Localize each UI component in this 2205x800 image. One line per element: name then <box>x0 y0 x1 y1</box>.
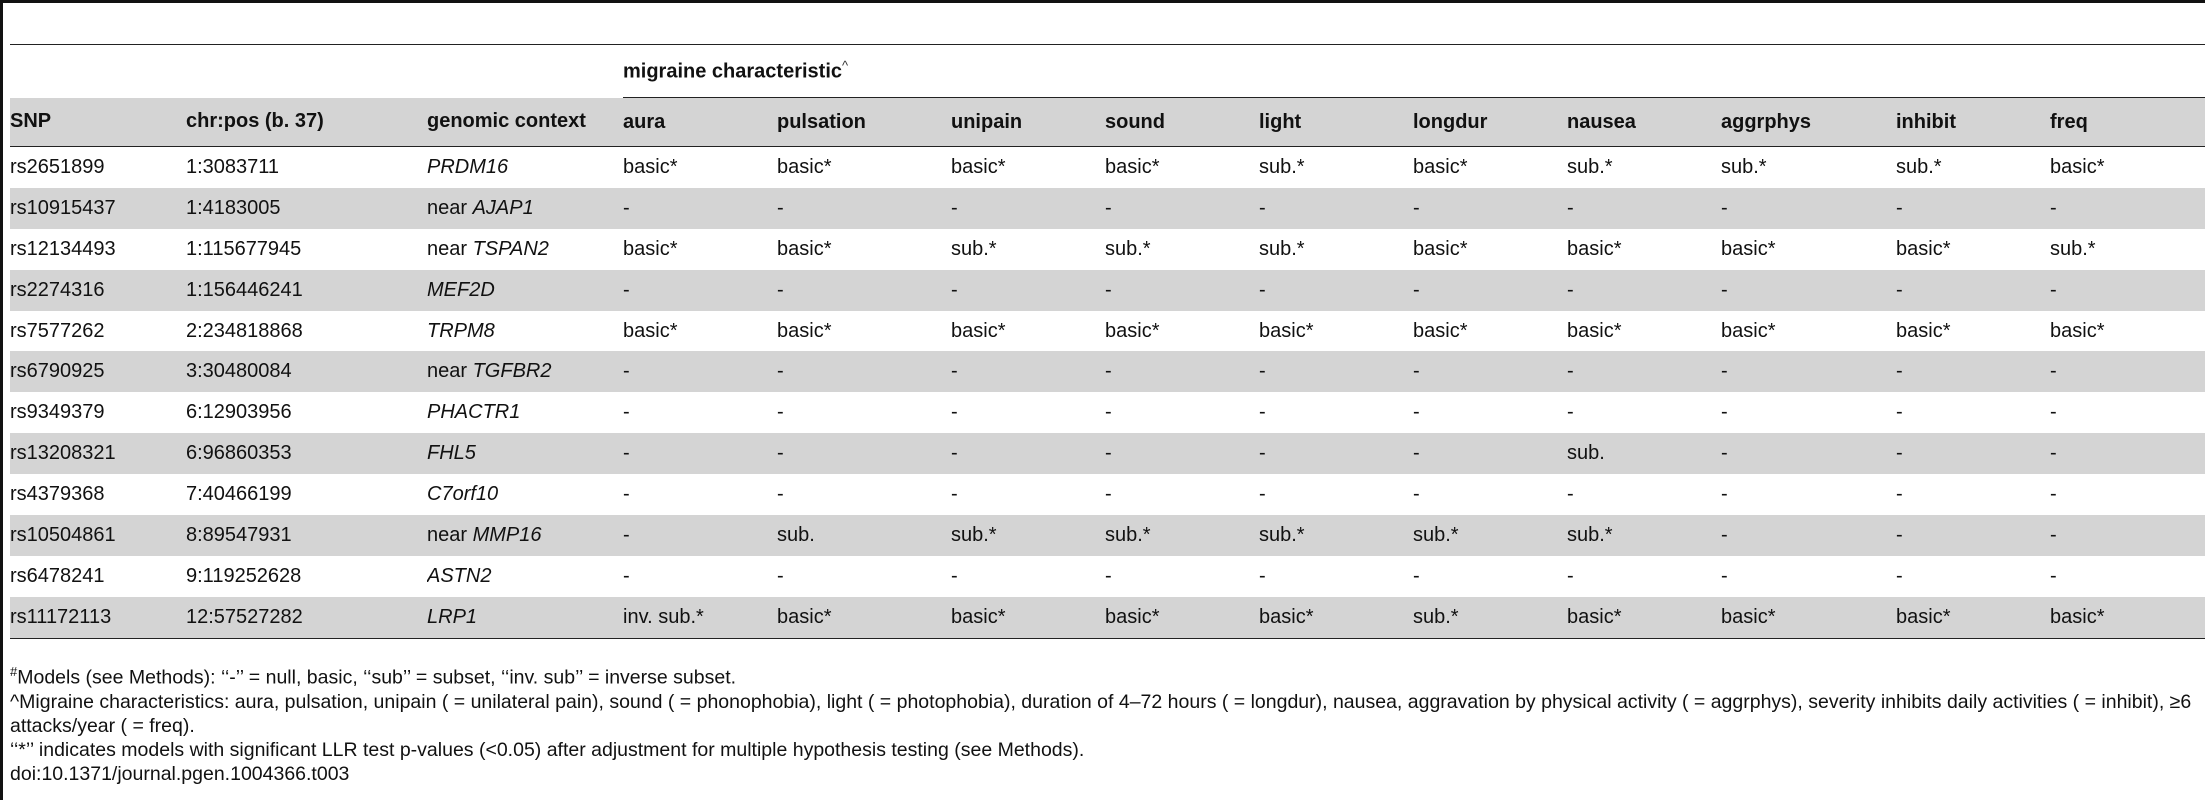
model-cell: - <box>1721 188 1896 229</box>
footnote-models-mark: # <box>10 664 18 679</box>
model-cell: basic* <box>951 597 1105 638</box>
table-row <box>10 270 2205 311</box>
model-cell: - <box>1413 401 1420 424</box>
genomic-context-cell <box>427 311 623 352</box>
model-cell: basic* <box>777 237 832 260</box>
genomic-context-cell <box>427 229 623 270</box>
model-cell: - <box>623 351 777 392</box>
gene-name: PRDM16 <box>427 155 509 178</box>
model-cell: basic* <box>1896 319 1951 342</box>
model-cell: - <box>951 564 958 587</box>
context-prefix: near <box>427 523 473 546</box>
model-cell: - <box>2050 270 2205 311</box>
model-cell: sub.* <box>1259 155 1305 178</box>
model-cell: - <box>1413 351 1567 392</box>
genomic-context-cell <box>427 188 623 229</box>
model-cell: basic* <box>1413 319 1468 342</box>
model-cell: - <box>1721 270 1896 311</box>
model-cell: - <box>1259 433 1413 474</box>
model-cell: - <box>777 483 784 506</box>
model-cell: - <box>623 401 630 424</box>
model-cell: basic* <box>1567 597 1721 638</box>
genomic-context-cell <box>427 147 623 188</box>
gene-name: AJAP1 <box>472 196 534 219</box>
position-cell: 2:234818868 <box>186 319 303 342</box>
model-cell: - <box>1896 433 2050 474</box>
model-cell: - <box>1259 270 1413 311</box>
model-cell: basic* <box>1896 597 2050 638</box>
gene-name: TGFBR2 <box>472 360 552 383</box>
model-cell: - <box>1567 401 1574 424</box>
model-cell: basic* <box>2050 597 2205 638</box>
position-cell: 7:40466199 <box>186 483 292 506</box>
model-cell: - <box>2050 351 2205 392</box>
model-cell: - <box>1896 188 2050 229</box>
model-cell: - <box>1105 188 1259 229</box>
group-header-spacer <box>10 45 623 98</box>
model-cell: basic* <box>1721 319 1776 342</box>
context-prefix: near <box>427 196 473 219</box>
model-cell: basic* <box>777 597 951 638</box>
model-cell: - <box>1413 433 1567 474</box>
model-cell: - <box>623 433 777 474</box>
position-cell: 1:4183005 <box>186 188 427 229</box>
model-cell: - <box>1721 401 1728 424</box>
model-cell: basic* <box>623 319 678 342</box>
model-cell: - <box>1896 515 2050 556</box>
table-row <box>10 188 2205 229</box>
model-cell: sub.* <box>1105 515 1259 556</box>
column-header: sound <box>1105 98 1259 147</box>
genomic-context-cell <box>427 474 623 515</box>
position-cell: 1:3083711 <box>186 155 280 178</box>
column-header-row <box>10 98 2205 147</box>
column-header: chr:pos (b. 37) <box>186 98 427 147</box>
model-cell: - <box>1413 188 1567 229</box>
snp-cell: rs12134493 <box>10 237 116 260</box>
model-cell: basic* <box>1413 237 1468 260</box>
left-border <box>0 0 3 800</box>
snp-cell: rs6478241 <box>10 564 105 587</box>
model-cell: - <box>1896 270 2050 311</box>
model-cell: sub.* <box>1896 155 1942 178</box>
snp-cell: rs6790925 <box>10 351 186 392</box>
table-row <box>10 351 2205 392</box>
table-row <box>10 597 2205 638</box>
footnote-significance: ‘‘*’’ indicates models with significant LLR test p-values (<0.05) after adjustment for multiple hypothesis testing (see Methods). <box>10 738 1085 761</box>
gene-name: FHL5 <box>427 442 476 465</box>
snp-cell: rs2651899 <box>10 155 105 178</box>
snp-cell: rs9349379 <box>10 401 105 424</box>
model-cell: - <box>1259 564 1266 587</box>
model-cell: - <box>1721 483 1728 506</box>
model-cell: - <box>1896 401 1903 424</box>
model-cell: - <box>777 564 784 587</box>
column-header: nausea <box>1567 98 1721 147</box>
model-cell: - <box>2050 401 2057 424</box>
model-cell: - <box>951 401 958 424</box>
model-cell: sub.* <box>951 515 1105 556</box>
model-cell: basic* <box>1721 597 1896 638</box>
model-cell: - <box>1105 401 1112 424</box>
genomic-context-cell <box>427 597 623 638</box>
model-cell: basic* <box>2050 319 2105 342</box>
gene-name: MMP16 <box>472 523 542 546</box>
model-cell: sub. <box>777 515 951 556</box>
genomic-context-cell <box>427 392 623 433</box>
top-border <box>0 0 2205 3</box>
model-cell: - <box>2050 564 2057 587</box>
model-cell: basic* <box>623 155 678 178</box>
column-header: light <box>1259 98 1413 147</box>
position-cell: 8:89547931 <box>186 515 427 556</box>
position-cell: 12:57527282 <box>186 597 427 638</box>
model-cell: basic* <box>1259 319 1314 342</box>
model-cell: basic* <box>623 237 678 260</box>
model-cell: - <box>777 401 784 424</box>
model-cell: - <box>623 188 777 229</box>
model-cell: sub.* <box>1567 155 1613 178</box>
model-cell: - <box>1567 188 1721 229</box>
model-cell: - <box>623 515 777 556</box>
model-cell: - <box>1259 401 1266 424</box>
model-cell: - <box>1896 351 2050 392</box>
model-cell: - <box>2050 188 2205 229</box>
position-cell: 6:96860353 <box>186 433 427 474</box>
model-cell: - <box>1721 351 1896 392</box>
results-table <box>10 44 2205 639</box>
column-header: aggrphys <box>1721 98 1896 147</box>
model-cell: basic* <box>951 319 1006 342</box>
model-cell: - <box>1259 351 1413 392</box>
model-cell: - <box>1567 483 1574 506</box>
model-cell: basic* <box>777 319 832 342</box>
model-cell: sub.* <box>1413 515 1567 556</box>
position-cell: 9:119252628 <box>186 564 302 587</box>
column-header: aura <box>623 98 777 147</box>
context-prefix: near <box>427 360 473 383</box>
model-cell: - <box>1413 564 1420 587</box>
model-cell: sub.* <box>2050 237 2096 260</box>
model-cell: - <box>1721 564 1728 587</box>
table-row <box>10 311 2205 352</box>
table-footnotes <box>10 660 2200 786</box>
gene-name: PHACTR1 <box>427 401 521 424</box>
gene-name: LRP1 <box>427 605 478 628</box>
model-cell: - <box>623 270 777 311</box>
snp-cell: rs11172113 <box>10 597 186 638</box>
model-cell: - <box>2050 515 2205 556</box>
snp-cell: rs10915437 <box>10 188 186 229</box>
model-cell: - <box>1567 564 1574 587</box>
model-cell: - <box>1259 188 1413 229</box>
model-cell: sub.* <box>1259 237 1305 260</box>
model-cell: - <box>623 483 630 506</box>
genomic-context-cell <box>427 270 623 311</box>
snp-cell: rs2274316 <box>10 270 186 311</box>
model-cell: - <box>777 188 951 229</box>
model-cell: - <box>951 483 958 506</box>
position-cell: 1:156446241 <box>186 270 427 311</box>
column-header: genomic context <box>427 98 623 147</box>
model-cell: basic* <box>1721 237 1776 260</box>
gene-name: ASTN2 <box>427 564 492 587</box>
genomic-context-cell <box>427 515 623 556</box>
model-cell: - <box>1105 351 1259 392</box>
model-cell: - <box>1105 270 1259 311</box>
table-row <box>10 392 2205 433</box>
table-row <box>10 229 2205 270</box>
table-row <box>10 433 2205 474</box>
model-cell: - <box>777 351 951 392</box>
group-header-mark: ^ <box>842 58 849 74</box>
model-cell: basic* <box>1259 597 1413 638</box>
model-cell: sub.* <box>951 237 997 260</box>
column-header: freq <box>2050 98 2205 147</box>
table-row <box>10 474 2205 515</box>
context-prefix: near <box>427 237 473 260</box>
position-cell: 6:12903956 <box>186 401 292 424</box>
model-cell: - <box>1896 564 1903 587</box>
group-header-text: migraine characteristic <box>623 60 842 83</box>
model-cell: basic* <box>1567 319 1622 342</box>
model-cell: - <box>1105 433 1259 474</box>
footnote-models <box>10 660 2200 690</box>
genomic-context-cell <box>427 351 623 392</box>
snp-cell: rs10504861 <box>10 515 186 556</box>
column-header: unipain <box>951 98 1105 147</box>
model-cell: - <box>1567 351 1721 392</box>
model-cell: sub.* <box>1413 597 1567 638</box>
model-cell: - <box>1567 270 1721 311</box>
position-cell: 1:115677945 <box>186 237 302 260</box>
model-cell: sub.* <box>1259 515 1413 556</box>
model-cell: basic* <box>1413 155 1468 178</box>
model-cell: - <box>1413 483 1420 506</box>
model-cell: - <box>1721 433 1896 474</box>
column-header: SNP <box>10 98 186 147</box>
gene-name: C7orf10 <box>427 483 499 506</box>
table-row <box>10 556 2205 597</box>
column-header: longdur <box>1413 98 1567 147</box>
footnote-models-text: Models (see Methods): ‘‘-’’ = null, basic, ‘‘sub’’ = subset, ‘‘inv. sub’’ = inverse subset. <box>17 666 737 689</box>
footnote-characteristics: ^Migraine characteristics: aura, pulsation, unipain ( = unilateral pain), sound ( = phonophobia), light ( = photophobia), duration of 4–72 hours ( = longdur), nausea, aggravation by physical activity ( = aggrphys), severity inhibits daily activities ( = inhibit), ≥6 attacks/year ( = freq). <box>10 690 2192 737</box>
gene-name: MEF2D <box>427 278 495 301</box>
model-cell: - <box>1105 483 1112 506</box>
model-cell: - <box>1413 270 1567 311</box>
model-cell: inv. sub.* <box>623 597 777 638</box>
model-cell: basic* <box>1896 237 1951 260</box>
model-cell: - <box>1721 515 1896 556</box>
column-header: inhibit <box>1896 98 2050 147</box>
model-cell: basic* <box>1105 597 1259 638</box>
model-cell: - <box>951 270 1105 311</box>
model-cell: - <box>623 564 630 587</box>
gene-name: TSPAN2 <box>472 237 549 260</box>
model-cell: basic* <box>777 155 832 178</box>
group-header-row <box>10 45 2205 98</box>
model-cell: basic* <box>1105 319 1160 342</box>
model-cell: - <box>2050 433 2205 474</box>
gene-name: TRPM8 <box>427 319 495 342</box>
table-container <box>10 44 2205 639</box>
snp-cell: rs7577262 <box>10 319 105 342</box>
model-cell: - <box>951 188 1105 229</box>
model-cell: - <box>1896 483 1903 506</box>
model-cell: - <box>2050 483 2057 506</box>
model-cell: - <box>1105 564 1112 587</box>
table-row <box>10 515 2205 556</box>
genomic-context-cell <box>427 556 623 597</box>
model-cell: sub.* <box>1721 155 1767 178</box>
model-cell: sub. <box>1567 433 1721 474</box>
model-cell: sub.* <box>1105 237 1151 260</box>
group-header-cell <box>623 45 2205 98</box>
model-cell: - <box>951 433 1105 474</box>
model-cell: - <box>777 270 951 311</box>
doi-link[interactable]: doi:10.1371/journal.pgen.1004366.t003 <box>10 762 350 785</box>
table-row <box>10 147 2205 188</box>
model-cell: sub.* <box>1567 515 1721 556</box>
snp-cell: rs13208321 <box>10 433 186 474</box>
model-cell: basic* <box>1567 237 1622 260</box>
snp-cell: rs4379368 <box>10 483 105 506</box>
model-cell: basic* <box>1105 155 1160 178</box>
table-body <box>10 147 2205 639</box>
model-cell: basic* <box>951 155 1006 178</box>
model-cell: - <box>1259 483 1266 506</box>
column-header: pulsation <box>777 98 951 147</box>
position-cell: 3:30480084 <box>186 351 427 392</box>
model-cell: - <box>951 351 1105 392</box>
model-cell: basic* <box>2050 155 2105 178</box>
model-cell: - <box>777 433 951 474</box>
genomic-context-cell <box>427 433 623 474</box>
